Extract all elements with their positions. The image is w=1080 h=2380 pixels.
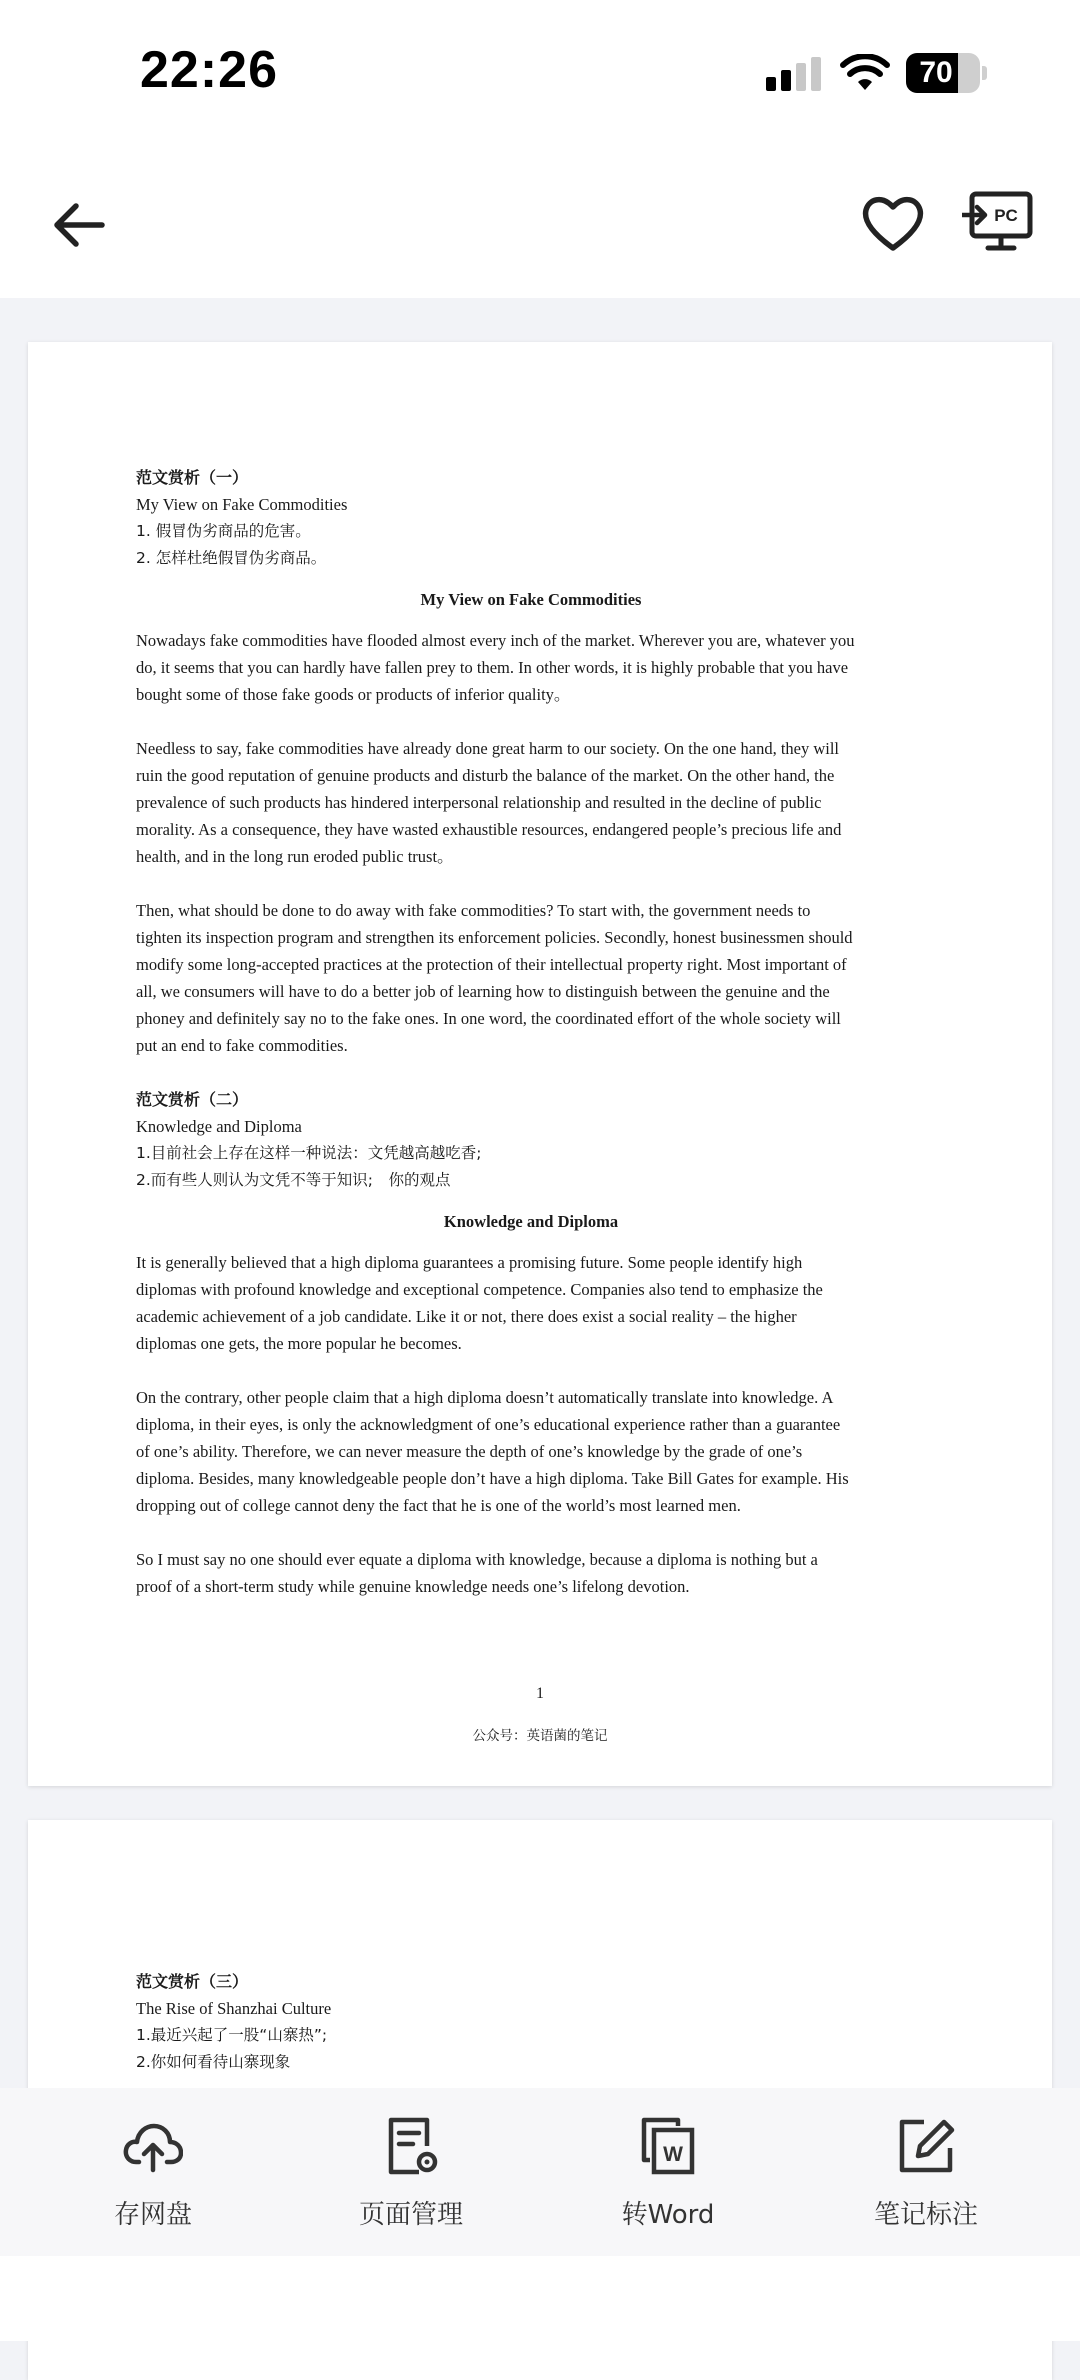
text-line: diplomas with profound knowledge and exceptional competence. Companies also tend to emphasize the <box>136 1280 823 1299</box>
text-line: It is generally believed that a high diploma guarantees a promising future. Some people identify high <box>136 1253 803 1272</box>
text-line: Then, what should be done to do away with fake commodities? To start with, the government needs to <box>136 901 811 920</box>
essay-paragraph <box>136 1384 926 1519</box>
toolbar-label: 页面管理 <box>358 2200 463 2230</box>
text-line: Nowadays fake commodities have flooded almost every inch of the market. Wherever you are, whatever you <box>136 631 855 650</box>
text-line: So I must say no one should ever equate a diploma with knowledge, because a diploma is nothing but a <box>136 1550 818 1569</box>
text-line: diploma, in their eyes, is only the acknowledgment of one’s educational experience rather than a guarantee <box>136 1415 841 1434</box>
text-line: all, we consumers will have to do a better job of learning how to distinguish between the genuine and the <box>136 982 830 1001</box>
section-heading: 范文赏析（一） <box>136 468 249 487</box>
text-line: academic achievement of a job candidate. Like it or not, there does exist a social reality – the higher <box>136 1307 797 1326</box>
text-line: put an end to fake commodities. <box>136 1036 348 1055</box>
essay-paragraph <box>136 735 926 870</box>
section-point: 2.你如何看待山寨现象 <box>136 2053 291 2071</box>
arrow-left-icon[interactable] <box>46 190 116 260</box>
essay-paragraph <box>136 627 926 708</box>
text-line: of one’s ability. Therefore, we can never measure the depth of one’s knowledge by the grade of one’s <box>136 1442 803 1461</box>
battery-level-text: 70 <box>919 56 953 89</box>
text-line: On the contrary, other people claim that a high diploma doesn’t automatically translate into knowledge. A <box>136 1388 834 1407</box>
section-topic: Knowledge and Diploma <box>136 1117 302 1136</box>
cloud-upload-icon <box>123 2116 183 2176</box>
document-page-1[interactable] <box>28 342 1052 1786</box>
text-line: ruin the good reputation of genuine products and disturb the balance of the market. On the other hand, the <box>136 766 835 785</box>
svg-text:PC: PC <box>994 206 1018 225</box>
wifi-icon <box>840 54 890 92</box>
essay-paragraph <box>136 897 926 1059</box>
text-line: morality. As a consequence, they have wasted exhaustible resources, endangered people’s precious life and <box>136 820 842 839</box>
text-line: diploma. Besides, many knowledgeable people don’t have a high diploma. Take Bill Gates for example. His <box>136 1469 849 1488</box>
text-line: diplomas one gets, the more popular he becomes. <box>136 1334 462 1353</box>
section-point: 1.目前社会上存在这样一种说法：文凭越高越吃香; <box>136 1144 482 1162</box>
save-to-cloud-button[interactable] <box>53 2116 253 2236</box>
essay-title: Knowledge and Diploma <box>443 1212 619 1231</box>
status-time: 22:26 <box>140 41 278 99</box>
battery-indicator <box>906 53 986 93</box>
essay-paragraph <box>136 1249 926 1357</box>
text-line: health, and in the long run eroded public trust。 <box>136 847 454 866</box>
section-topic: My View on Fake Commodities <box>136 495 348 514</box>
top-nav-bar <box>0 150 1080 298</box>
section-point: 1.最近兴起了一股“山寨热”; <box>136 2026 328 2044</box>
heart-icon[interactable] <box>858 188 928 258</box>
home-indicator-area <box>0 2256 1080 2341</box>
text-line: dropping out of college cannot deny the fact that he is one of the world’s most learned men. <box>136 1496 741 1515</box>
word-convert-icon <box>638 2116 698 2176</box>
send-to-pc-icon[interactable] <box>962 188 1036 258</box>
page-number: 1 <box>536 1685 544 1702</box>
edit-note-icon <box>896 2116 956 2176</box>
section-topic: The Rise of Shanzhai Culture <box>136 1999 332 2018</box>
svg-text:W: W <box>663 2143 683 2166</box>
text-line: tighten its inspection program and strengthen its enforcement policies. Secondly, honest businessmen should <box>136 928 853 947</box>
section-point: 1. 假冒伪劣商品的危害。 <box>136 522 311 540</box>
page-management-button[interactable] <box>311 2116 511 2236</box>
section-heading: 范文赏析（二） <box>136 1090 249 1109</box>
toolbar-label: 存网盘 <box>113 2200 192 2230</box>
text-line: Needless to say, fake commodities have already done great harm to our society. On the one hand, they will <box>136 739 840 758</box>
page-footer: 公众号：英语菌的笔记 <box>472 1728 608 1744</box>
page-2-content <box>136 1968 926 2076</box>
text-line: phoney and definitely say no to the fake ones. In one word, the coordinated effort of the whole society will <box>136 1009 841 1028</box>
cellular-signal-icon <box>766 57 822 91</box>
section-point: 2. 怎样杜绝假冒伪劣商品。 <box>136 549 327 567</box>
toolbar-label: 笔记标注 <box>873 2200 978 2230</box>
text-line: proof of a short-term study while genuine knowledge needs one’s lifelong devotion. <box>136 1577 690 1596</box>
text-line: prevalence of such products has hindered interpersonal relationship and resulted in the decline of public <box>136 793 822 812</box>
text-line: bought some of those fake goods or products of inferior quality。 <box>136 685 571 704</box>
essay-title: My View on Fake Commodities <box>420 590 642 609</box>
bottom-toolbar <box>0 2088 1080 2256</box>
note-annotation-button[interactable] <box>826 2116 1026 2236</box>
section-point: 2.而有些人则认为文凭不等于知识; 你的观点 <box>136 1171 451 1189</box>
page-1-content <box>136 464 926 1627</box>
page-settings-icon <box>381 2116 441 2176</box>
section-heading: 范文赏析（三） <box>136 1972 249 1991</box>
essay-paragraph <box>136 1546 926 1600</box>
convert-to-word-button[interactable] <box>568 2116 768 2236</box>
status-bar <box>0 0 1080 150</box>
text-line: modify some long-accepted practices at the protection of their intellectual property right. Most important of <box>136 955 847 974</box>
toolbar-label: 转Word <box>621 2200 715 2230</box>
text-line: do, it seems that you can hardly have fallen prey to them. In other words, it is highly probable that you have <box>136 658 849 677</box>
